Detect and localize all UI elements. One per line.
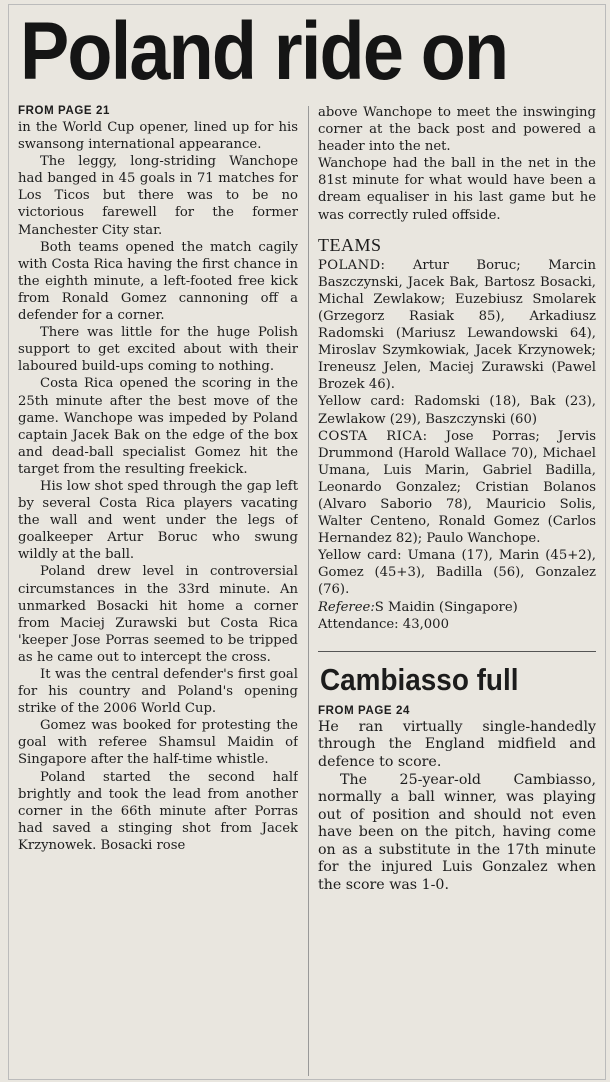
article-paragraph: It was the central defender's first goal for his country and Poland's opening strike of the 2006 World Cup. [18,667,298,717]
referee-line [318,599,596,616]
article-paragraph: The leggy, long-striding Wanchope had banged in 45 goals in 71 matches for Los Ticos but there was to be no victorious farewell for the former Manchester City star. [18,154,298,238]
poland-players: Artur Boruc; Marcin Baszczynski, Jacek Bak, Bartosz Bosacki, Michal Zewlakow; Euzebiusz Smolarek (Grzegorz Rasiak 85), Arkadiusz Radomski (Mariusz Lewandowski 64), Miroslav Szymkowiak, Jacek Krzynowek; Ireneusz Jelen, Maciej Zurawski (Pawel Brozek 46). [318,257,596,393]
sub-article [318,719,596,895]
left-column [18,104,298,854]
section-divider [318,651,596,652]
headline: Poland ride on [20,6,508,97]
kicker: FROM PAGE 21 [18,105,110,117]
teams-heading: TEAMS [318,234,382,255]
costa-rica-players: Jose Porras; Jervis Drummond (Harold Wallace 70), Michael Umana, Luis Marin, Gabriel Badilla, Leonardo Gonzalez; Cristian Bolanos (Alvaro Saborio 78), Mauricio Solis, Walter Centeno, Ronald Gomez (Carlos Hernandez 82); Paulo Wanchope. [318,428,596,547]
article-paragraph: above Wanchope to meet the inswinging corner at the back post and powered a header into the net. [318,105,596,155]
costa-rica-lineup [318,428,596,548]
article-paragraph: Gomez was booked for protesting the goal with referee Shamsul Maidin of Singapore after the half-time whistle. [18,718,298,768]
article-paragraph: He ran virtually single-handedly through the England midfield and defence to score. [318,718,596,770]
article-paragraph: in the World Cup opener, lined up for his swansong international appearance. [18,120,298,153]
costa-rica-yellow-cards: Yellow card: Umana (17), Marin (45+2), Gomez (45+3), Badilla (56), Gonzalez (76). [318,548,596,598]
poland-label: POLAND: [318,257,386,273]
poland-lineup [318,257,596,394]
right-column [318,104,596,895]
team-lineups [318,257,596,633]
article-paragraph: Poland started the second half brightly and took the lead from another corner in the 66th minute after Porras had saved a stinging shot from Jacek Krzynowek. Bosacki rose [18,769,298,853]
column-divider [308,106,309,1076]
attendance: Attendance: 43,000 [318,616,449,632]
article-paragraph: Costa Rica opened the scoring in the 25th minute after the best move of the game. Wanchope was impeded by Poland captain Jacek Bak on the edge of the box and dead-ball specialist Gomez hit the target from the resulting freekick. [18,376,298,477]
article-paragraph: His low shot sped through the gap left by several Costa Rica players vacating the wall and went under the legs of goalkeeper Artur Boruc who swung wildly at the ball. [18,478,298,563]
article-paragraph: Wanchope had the ball in the net in the 81st minute for what would have been a dream equaliser in his last game but he was correctly ruled offside. [318,156,596,223]
referee-label: Referee: [318,599,375,615]
article-paragraph: The 25-year-old Cambiasso, normally a ball winner, was playing out of position and should not even have been on the pitch, having come on as a substitute in the 17th minute for the injured Luis Gonzalez when the score was 1-0. [318,771,596,894]
sub-kicker: FROM PAGE 24 [318,704,410,717]
article-paragraph: Both teams opened the match cagily with Costa Rica having the first chance in the eighth minute, a left-footed free kick from Ronald Gomez cannoning off a defender for a corner. [18,239,298,324]
poland-yellow-cards: Yellow card: Radomski (18), Bak (23), Zewlakow (29), Baszczynski (60) [318,394,596,427]
sub-headline: Cambiasso full [320,661,519,697]
article-paragraph: There was little for the huge Polish support to get excited about with their laboured build-ups coming to nothing. [18,325,298,375]
costa-rica-label: COSTA RICA: [318,428,428,444]
referee-name: S Maidin (Singapore) [374,599,518,615]
article-paragraph: Poland drew level in controversial circumstances in the 33rd minute. An unmarked Bosacki hit home a corner from Maciej Zurawski but Costa Rica 'keeper Jose Porras seemed to be tripped as he came out to intercept the cross. [18,564,298,665]
